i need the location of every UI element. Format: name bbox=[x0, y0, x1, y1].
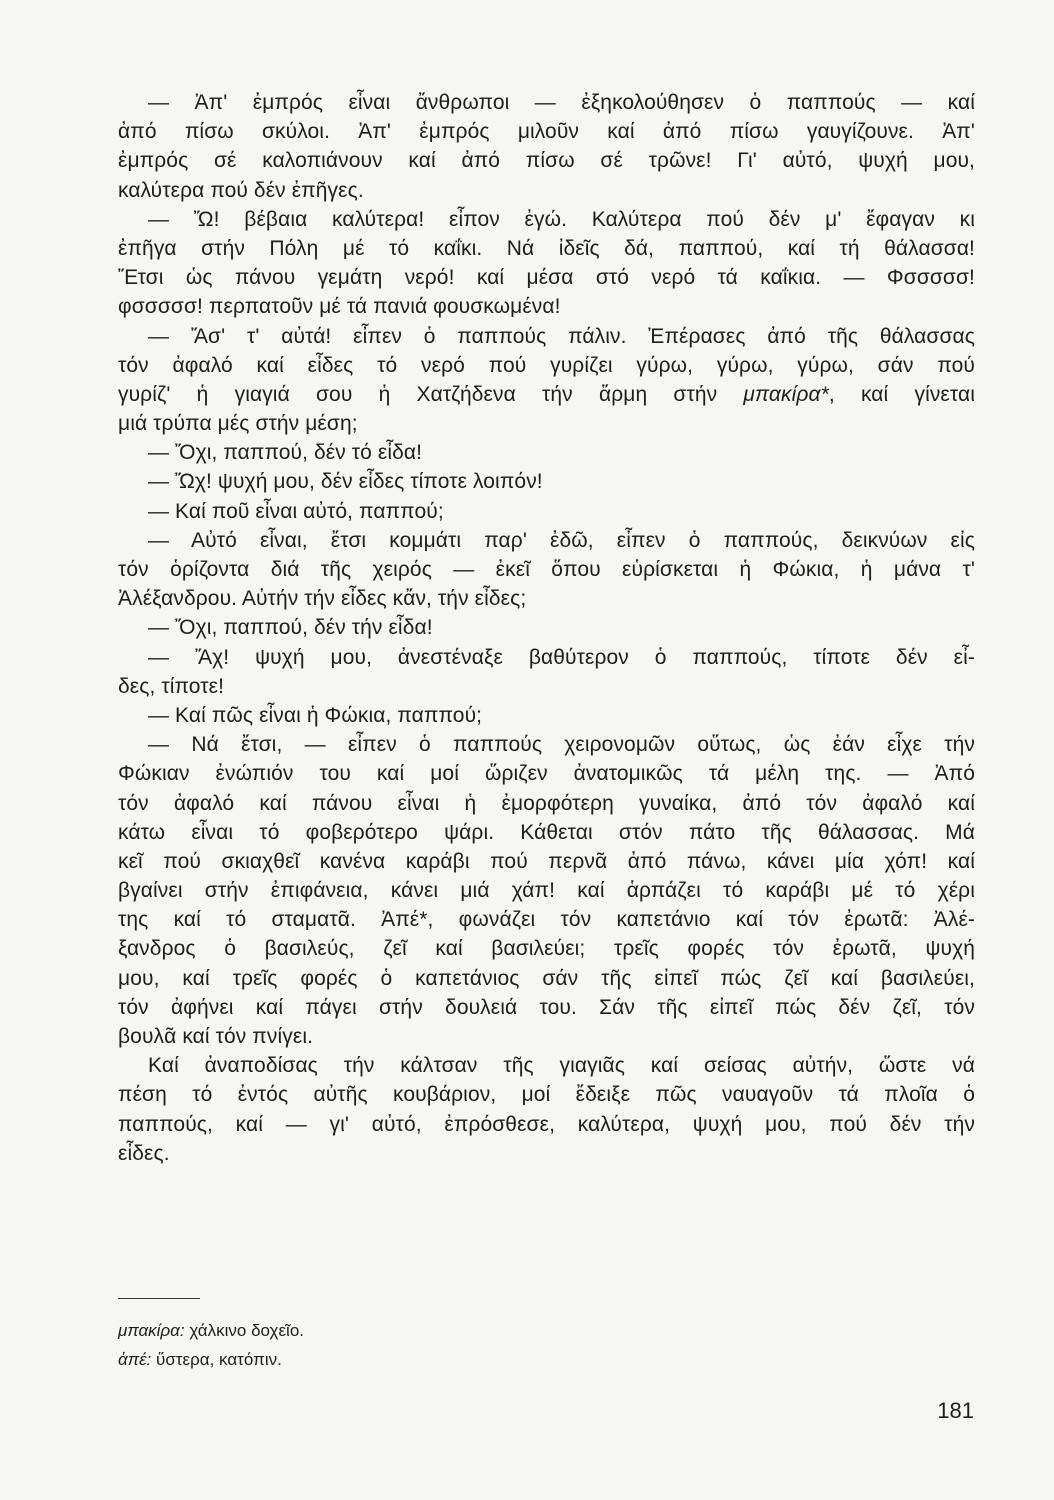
text-line: εἶδες. bbox=[118, 1141, 170, 1165]
text-line: Φώκιαν ἐνώπιόν του καί μοί ὥριζεν ἀνατομικῶς τά μέλη της. — Ἀπό bbox=[118, 762, 975, 786]
text-line: ἐπῆγα στήν Πόλη μέ τό καΐκι. Νά ἰδεῖς δά, παππού, καί τή θάλασσα! bbox=[118, 236, 975, 260]
text-line: — Ὄχι, παππού, δέν τό εἶδα! bbox=[148, 441, 423, 465]
text-line: ξανδρος ὁ βασιλεύς, ζεῖ καί βασιλεύει; τρεῖς φορές τόν ἐρωτᾶ, ψυχή bbox=[118, 937, 975, 961]
paragraph bbox=[118, 497, 975, 526]
text-line bbox=[118, 380, 975, 409]
footnote-term: μπακίρα: bbox=[118, 1321, 185, 1340]
page-number: 181 bbox=[937, 1398, 974, 1423]
paragraph bbox=[118, 526, 975, 614]
paragraph bbox=[118, 467, 975, 496]
paragraph bbox=[118, 438, 975, 467]
text-line: ἀπό πίσω σκύλοι. Ἀπ' ἐμπρός μιλοῦν καί ἀπό πίσω γαυγίζουνε. Ἀπ' bbox=[118, 120, 975, 144]
paragraph bbox=[118, 205, 975, 322]
text-line: — Ὄχι, παππού, δέν τήν εἶδα! bbox=[148, 616, 433, 640]
text-line: δες, τίποτε! bbox=[118, 674, 225, 698]
footnotes bbox=[118, 1316, 304, 1374]
text-line: τόν ἀφήνει καί πάγει στήν δουλειά του. Σάν τῆς εἰπεῖ πώς δέν ζεῖ, τόν bbox=[118, 995, 975, 1019]
text-segment: , καί γίνεται bbox=[828, 382, 975, 406]
paragraph bbox=[118, 88, 975, 205]
text-line: βουλᾶ καί τόν πνίγει. bbox=[118, 1025, 314, 1048]
text-line: — Καί ποῦ εἶναι αὐτό, παππού; bbox=[148, 499, 444, 523]
text-line: τόν ὁρίζοντα διά τῆς χειρός — ἐκεῖ ὅπου εὑρίσκεται ἡ Φώκια, ἡ μάνα τ' bbox=[118, 558, 975, 581]
text-line: κάτω εἶναι τό φοβερότερο ψάρι. Κάθεται στόν πάτο τῆς θάλασσας. Μά bbox=[118, 820, 975, 844]
text-line: μου, καί τρεῖς φορές ὁ καπετάνιος σάν τῆς εἰπεῖ πώς ζεῖ καί βασιλεύει, bbox=[118, 966, 975, 990]
paragraph bbox=[118, 322, 975, 439]
paragraph bbox=[118, 701, 975, 730]
text-line: φσσσσσ! περπατοῦν μέ τά πανιά φουσκωμένα! bbox=[118, 295, 561, 319]
text-line: — Νά ἔτσι, — εἶπεν ὁ παππούς χειρονομῶν οὕτως, ὡς ἐάν εἶχε τήν bbox=[148, 733, 975, 757]
text-line: πέση τό ἐντός αὐτῆς κουβάριον, μοί ἔδειξε πῶς ναυαγοῦν τά πλοῖα ὁ bbox=[118, 1083, 975, 1107]
text-line: — Ἄσ' τ' αὐτά! εἶπεν ὁ παππούς πάλιν. Ἐπέρασες ἀπό τῆς θάλασσας bbox=[148, 324, 975, 348]
paragraph bbox=[118, 643, 975, 701]
text-line: μιά τρύπα μές στήν μέση; bbox=[118, 412, 358, 436]
text-line: — Αὐτό εἶναι, ἔτσι κομμάτι παρ' ἐδῶ, εἶπεν ὁ παππούς, δεικνύων εἰς bbox=[148, 528, 975, 552]
text-line: της καί τό σταματᾶ. Ἀπέ*, φωνάζει τόν καπετάνιο καί τόν ἐρωτᾶ: Ἀλέ- bbox=[118, 908, 975, 932]
paragraph bbox=[118, 613, 975, 642]
footnote-definition: ὕστερα, κατόπιν. bbox=[156, 1350, 282, 1369]
text-line: τόν ἀφαλό καί εἶδες τό νερό πού γυρίζει γύρω, γύρω, γύρω, σάν πού bbox=[118, 353, 975, 377]
footnote-separator bbox=[118, 1298, 200, 1299]
text-line: ἐμπρός σέ καλοπιάνουν καί ἀπό πίσω σέ τρῶνε! Γι' αὐτό, ψυχή μου, bbox=[118, 149, 975, 173]
text-line: Καί ἀναποδίσας τήν κάλτσαν τῆς γιαγιᾶς καί σείσας αὐτήν, ὥστε νά bbox=[148, 1054, 975, 1078]
text-line: Ἔτσι ὡς πάνου γεμάτη νερό! καί μέσα στό νερό τά καΐκια. — Φσσσσσ! bbox=[118, 266, 975, 290]
text-line: — Ἀπ' ἐμπρός εἶναι ἄνθρωποι — ἐξηκολούθησεν ὁ παππούς — καί bbox=[148, 91, 975, 114]
text-line: βγαίνει στήν ἐπιφάνεια, κάνει μιά χάπ! καί ἁρπάζει τό καράβι μέ τό χέρι bbox=[118, 879, 975, 903]
paragraph bbox=[118, 1051, 975, 1168]
text-line: Ἀλέξανδρου. Αὐτήν τήν εἶδες κἄν, τήν εἶδες; bbox=[118, 587, 527, 611]
text-line: — Ἄχ! ψυχή μου, ἀνεστέναξε βαθύτερον ὁ παππούς, τίποτε δέν εἶ- bbox=[148, 645, 975, 669]
text-line: — Ὤ! βέβαια καλύτερα! εἶπον ἐγώ. Καλύτερα πού δέν μ' ἔφαγαν κι bbox=[148, 207, 975, 231]
text-line: τόν ἀφαλό καί πάνου εἶναι ἡ ἐμορφότερη γυναίκα, ἀπό τόν ἀφαλό καί bbox=[118, 791, 975, 815]
footnote bbox=[118, 1316, 304, 1345]
italic-term: μπακίρα* bbox=[743, 382, 829, 406]
text-line: — Καί πῶς εἶναι ἡ Φώκια, παππού; bbox=[148, 703, 483, 727]
text-line: καλύτερα πού δέν ἐπῆγες. bbox=[118, 178, 364, 202]
footnote bbox=[118, 1345, 304, 1374]
footnote-definition: χάλκινο δοχεῖο. bbox=[189, 1321, 304, 1340]
text-line: — Ὤχ! ψυχή μου, δέν εἶδες τίποτε λοιπόν! bbox=[148, 470, 543, 494]
text-segment: γυρίζ' ἡ γιαγιά σου ἡ Χατζήδενα τήν ἅρμη στήν bbox=[118, 382, 744, 406]
paragraph bbox=[118, 730, 975, 1051]
body-text bbox=[118, 88, 975, 1168]
text-line: παππούς, καί — γι' αὐτό, ἐπρόσθεσε, καλύτερα, ψυχή μου, πού δέν τήν bbox=[118, 1112, 975, 1136]
text-line: κεῖ πού σκιαχθεῖ κανένα καράβι πού περνᾶ ἀπό πάνω, κάνει μία χόπ! καί bbox=[118, 849, 975, 873]
footnote-term: ἀπέ: bbox=[118, 1350, 152, 1369]
